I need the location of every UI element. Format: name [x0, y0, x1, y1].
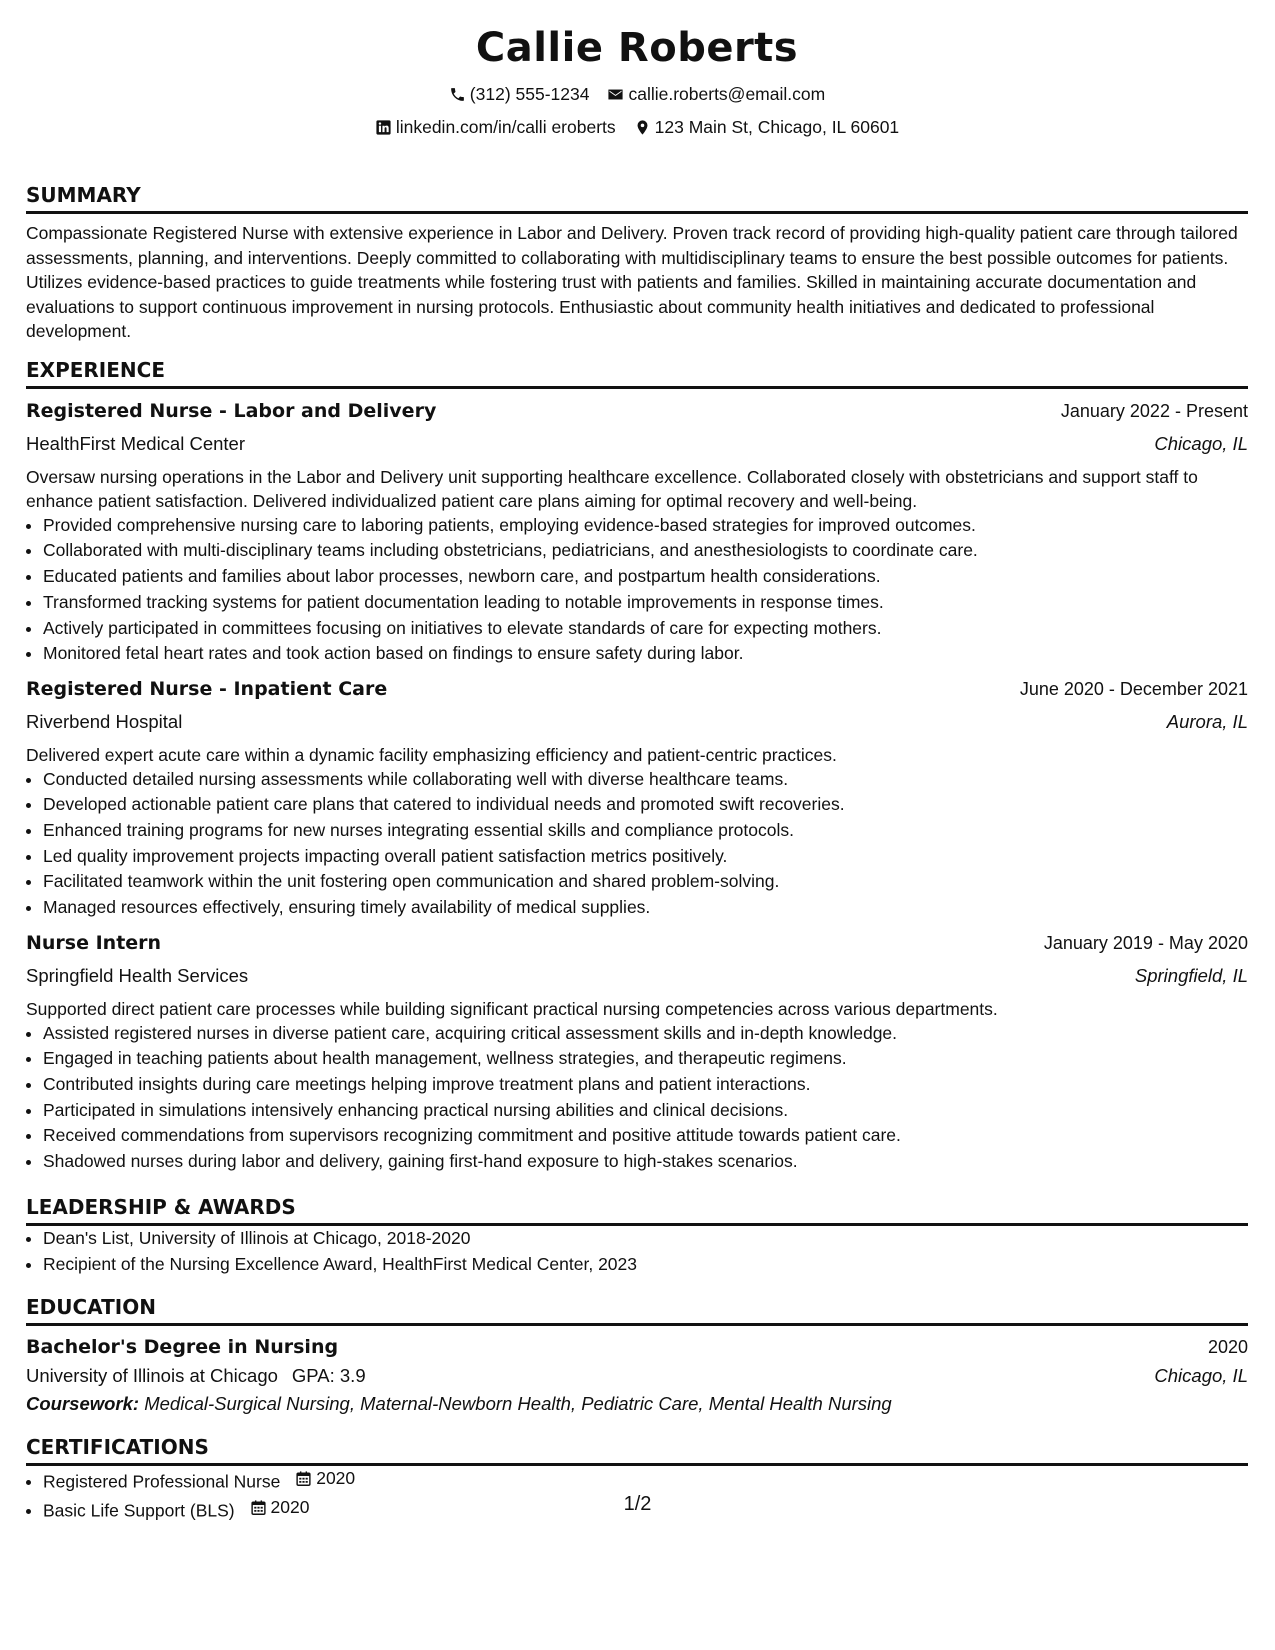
email-contact[interactable] — [607, 84, 825, 105]
job-entry — [26, 399, 1248, 667]
list-item — [43, 1466, 1248, 1495]
phone-icon — [449, 86, 466, 103]
coursework-label: Coursework: — [26, 1392, 140, 1414]
education-entry — [26, 1334, 1248, 1414]
contact-line-1 — [26, 84, 1248, 105]
list-item: • Educated patients and families about labor processes, newborn care, and postpartum health considerations. — [43, 564, 1248, 590]
list-item: • Assisted registered nurses in diverse patient care, acquiring critical assessment skills and in-depth knowledge. — [43, 1021, 1248, 1047]
address-contact — [634, 117, 900, 138]
graduation-year: 2020 — [1207, 1337, 1248, 1358]
job-role: Registered Nurse - Labor and Delivery — [26, 399, 437, 422]
job-bullets — [26, 513, 1248, 667]
email-text[interactable]: callie.roberts@email.com — [628, 84, 826, 104]
job-location: Chicago, IL — [1154, 432, 1248, 454]
job-dates: June 2020 - December 2021 — [1019, 678, 1248, 699]
phone-contact — [449, 84, 590, 105]
job-location: Springfield, IL — [1134, 964, 1248, 986]
certification-name: Registered Professional Nurse — [43, 1471, 281, 1492]
list-item: • Contributed insights during care meetings helping improve treatment plans and patient interactions. — [43, 1072, 1248, 1098]
job-description: Delivered expert acute care within a dynamic facility emphasizing efficiency and patient-centric practices. — [26, 744, 837, 765]
job-location: Aurora, IL — [1166, 710, 1248, 732]
list-item: • Transformed tracking systems for patient documentation leading to notable improvements in response times. — [43, 590, 1248, 616]
job-entry — [26, 677, 1248, 921]
job-dates: January 2019 - May 2020 — [1043, 932, 1248, 953]
experience-heading: EXPERIENCE — [26, 358, 1248, 389]
list-item: • Actively participated in committees focusing on initiatives to elevate standards of care for expecting mothers. — [43, 616, 1248, 642]
job-dates: January 2022 - Present — [1060, 400, 1248, 421]
address-text: 123 Main St, Chicago, IL 60601 — [654, 117, 900, 137]
list-item: • Received commendations from supervisors recognizing commitment and positive attitude towards patient care. — [43, 1123, 1248, 1149]
certification-name: Basic Life Support (BLS) — [43, 1500, 235, 1521]
list-item: • Provided comprehensive nursing care to laboring patients, employing evidence-based strategies for improved outcomes. — [43, 513, 1248, 539]
list-item: • Monitored fetal heart rates and took action based on findings to ensure safety during labor. — [43, 641, 1248, 667]
job-description: Supported direct patient care processes while building significant practical nursing competencies across various departments. — [26, 998, 998, 1019]
page-number: 1/2 — [623, 1493, 652, 1515]
list-item: • Participated in simulations intensively enhancing practical nursing abilities and clinical decisions. — [43, 1098, 1248, 1124]
job-bullets — [26, 1021, 1248, 1175]
contact-line-2 — [26, 117, 1248, 138]
leadership-list — [26, 1226, 1248, 1277]
certifications-heading: CERTIFICATIONS — [26, 1435, 1248, 1466]
job-bullets — [26, 767, 1248, 921]
certification-year: 2020 — [316, 1467, 356, 1488]
job-description: Oversaw nursing operations in the Labor and Delivery unit supporting healthcare excellence. Collaborated closely with obstetricians and support staff to enhance patient satisfaction. Delivered individualized patient care plans aiming for optimal recovery and well-being. — [26, 466, 1198, 511]
candidate-name: Callie Roberts — [475, 25, 799, 71]
calendar-icon — [295, 1470, 312, 1487]
list-item: • Dean's List, University of Illinois at Chicago, 2018-2020 — [43, 1226, 1248, 1252]
education-heading: EDUCATION — [26, 1295, 1248, 1326]
list-item: • Managed resources effectively, ensuring timely availability of medical supplies. — [43, 895, 1248, 921]
phone-text: (312) 555-1234 — [469, 84, 590, 104]
job-company: Springfield Health Services — [26, 964, 249, 986]
school-location: Chicago, IL — [1154, 1364, 1248, 1386]
list-item: • Conducted detailed nursing assessments while collaborating well with diverse healthcare teams. — [43, 767, 1248, 793]
summary-heading: SUMMARY — [26, 183, 1248, 214]
leadership-heading: LEADERSHIP & AWARDS — [26, 1195, 1248, 1226]
list-item: • Collaborated with multi-disciplinary teams including obstetricians, pediatricians, and anesthesiologists to coordinate care. — [43, 538, 1248, 564]
linkedin-text[interactable]: linkedin.com/in/calli eroberts — [395, 117, 616, 137]
degree-title: Bachelor's Degree in Nursing — [26, 1336, 339, 1359]
school-name: University of Illinois at Chicago — [26, 1364, 278, 1386]
linkedin-icon — [375, 119, 392, 136]
job-entry — [26, 931, 1248, 1175]
linkedin-contact[interactable] — [375, 117, 616, 138]
list-item: • Facilitated teamwork within the unit fostering open communication and shared problem-solving. — [43, 869, 1248, 895]
coursework-list: Medical-Surgical Nursing, Maternal-Newborn Health, Pediatric Care, Mental Health Nursing — [144, 1392, 892, 1414]
job-company: Riverbend Hospital — [26, 710, 183, 732]
list-item: • Engaged in teaching patients about health management, wellness strategies, and therapeutic regimens. — [43, 1046, 1248, 1072]
job-company: HealthFirst Medical Center — [26, 432, 245, 454]
coursework — [26, 1393, 1248, 1415]
list-item: • Led quality improvement projects impacting overall patient satisfaction metrics positively. — [43, 844, 1248, 870]
gpa-text: GPA: 3.9 — [291, 1364, 366, 1386]
summary-text: Compassionate Registered Nurse with extensive experience in Labor and Delivery. Proven track record of providing high-quality patient care through tailored assessments, planning, and interventions. Deeply committed to collaborating with multidisciplinary teams to ensure the best possible outcomes for patients. Utilizes evidence-based practices to guide treatments while fostering trust with patients and families. Skilled in maintaining accurate documentation and evaluations to support continuous improvement in nursing protocols. Enthusiastic about community health initiatives and dedicated to professional development. — [26, 223, 1238, 342]
list-item: • Recipient of the Nursing Excellence Award, HealthFirst Medical Center, 2023 — [43, 1252, 1248, 1278]
list-item: • Shadowed nurses during labor and delivery, gaining first-hand exposure to high-stakes scenarios. — [43, 1149, 1248, 1175]
list-item: • Enhanced training programs for new nurses integrating essential skills and compliance protocols. — [43, 818, 1248, 844]
list-item: • Developed actionable patient care plans that catered to individual needs and promoted swift recoveries. — [43, 792, 1248, 818]
job-role: Registered Nurse - Inpatient Care — [26, 677, 388, 700]
certification-year: 2020 — [270, 1496, 310, 1517]
job-role: Nurse Intern — [26, 931, 162, 954]
envelope-icon — [607, 86, 624, 103]
map-pin-icon — [634, 119, 651, 136]
resume-page — [26, 18, 1248, 1524]
